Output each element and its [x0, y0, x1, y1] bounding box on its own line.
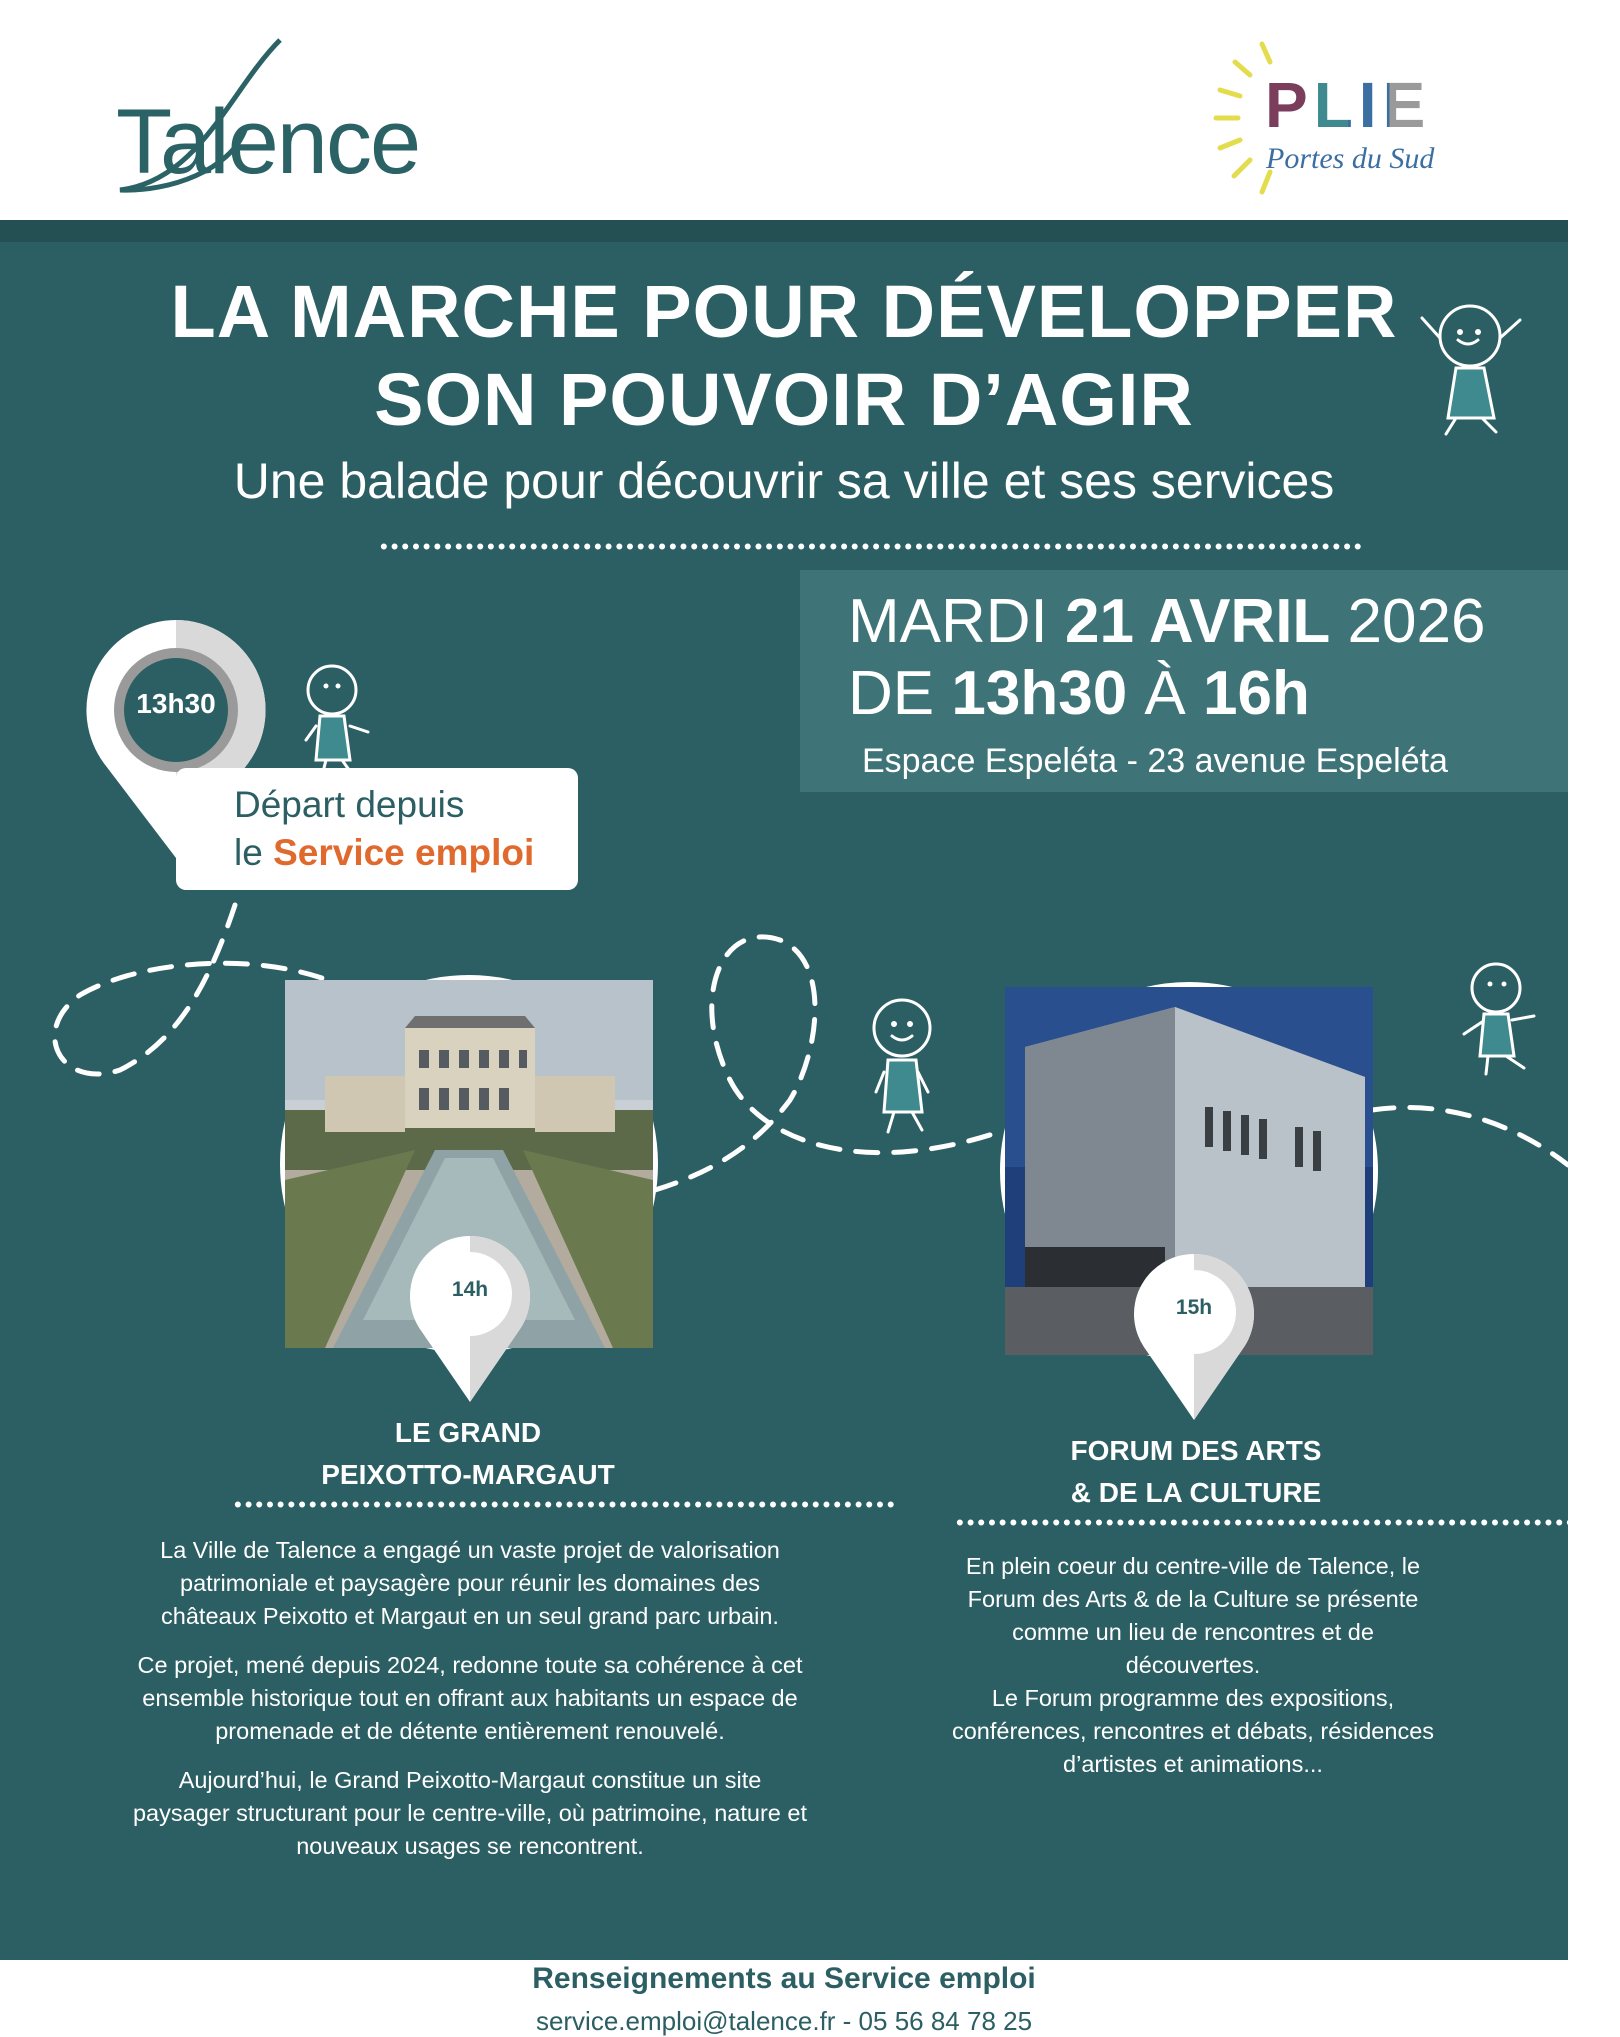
page-title-line2: SON POUVOIR D’AGIR: [374, 358, 1194, 441]
event-end-time: 16h: [1203, 659, 1310, 728]
event-year: 2026: [1347, 587, 1486, 656]
start-time: 13h30: [136, 688, 216, 719]
page-title-line1: LA MARCHE POUR DÉVELOPPER: [170, 270, 1398, 353]
stop2-description: [948, 1550, 1438, 1797]
event-to-word: À: [1144, 659, 1186, 728]
stop2-paragraph: Le Forum programme des expositions, conférences, rencontres et débats, résidences d’artistes et animations...: [951, 1685, 1435, 1777]
stop1-paragraph: Aujourd’hui, le Grand Peixotto-Margaut constitue un site paysager structurant pour le centre-ville, où patrimoine, nature et nouveaux usages se rencontrent.: [132, 1767, 808, 1859]
event-location: Espace Espeléta - 23 avenue Espeléta: [862, 742, 1448, 780]
stop1-location-pin-icon: [410, 1236, 530, 1406]
stop2-paragraph: En plein coeur du centre-ville de Talence, le Forum des Arts & de la Culture se présente comme un lieu de rencontres et de découvertes.: [965, 1553, 1421, 1678]
start-service-highlight: Service emploi: [273, 832, 535, 873]
talence-logo-text: Talence: [116, 91, 420, 193]
page-subtitle: Une balade pour découvrir sa ville et ses services: [233, 453, 1335, 509]
waving-figure-icon: [1412, 298, 1532, 438]
footer-contact[interactable]: service.emploi@talence.fr - 05 56 84 78 25: [535, 2006, 1033, 2036]
stop2-title: [944, 1430, 1448, 1514]
stop1-title-line1: LE GRAND: [394, 1417, 542, 1448]
running-figure-icon: [1456, 960, 1546, 1080]
stop1-title-line2: PEIXOTTO-MARGAUT: [321, 1459, 615, 1490]
stop2-location-pin-icon: [1134, 1254, 1254, 1424]
title-dotted-divider: ••••••••••••••••••••••••••••••••••••••••••••••••••••••••••••••••••••••••••••••••••••••••••••: [380, 534, 1365, 559]
stop2-title-line1: FORUM DES ARTS: [1070, 1435, 1322, 1466]
stop1-dotted-divider: ••••••••••••••••••••••••••••••••••••••••••••••••••••••••••••••: [234, 1492, 898, 1517]
event-date: 21 AVRIL: [1065, 587, 1331, 656]
stop1-description: [130, 1534, 810, 1879]
event-start-time: 13h30: [951, 659, 1128, 728]
stop2-title-line2: & DE LA CULTURE: [1070, 1477, 1322, 1508]
small-figure-icon: [296, 660, 386, 780]
stop1-paragraph: La Ville de Talence a engagé un vaste projet de valorisation patrimoniale et paysagère pour réunir les domaines des châteaux Peixotto et Margaut en un seul grand parc urbain.: [160, 1537, 780, 1629]
stop1-title: [216, 1412, 720, 1496]
stop2-time: 15h: [1175, 1296, 1213, 1319]
walking-figure-icon: [858, 996, 948, 1136]
event-day: MARDI: [848, 587, 1048, 656]
stop1-time: 14h: [451, 1278, 489, 1301]
start-line2: [234, 832, 534, 874]
start-line2-prefix: le: [234, 832, 263, 873]
stop1-paragraph: Ce projet, mené depuis 2024, redonne toute sa cohérence à cet ensemble historique tout en offrant aux habitants un espace de promenade et de détente entièrement renouvelé.: [137, 1652, 803, 1744]
start-line1: Départ depuis: [234, 784, 465, 825]
plie-logo-subtitle: Portes du Sud: [1266, 142, 1435, 175]
footer-title: Renseignements au Service emploi: [532, 1962, 1036, 1995]
stop2-dotted-divider: ••••••••••••••••••••••••••••••••••••••••••••••••••••••••••••••: [956, 1510, 1620, 1535]
plie-logo-main: PLIE: [1265, 69, 1432, 141]
event-from-word: DE: [848, 659, 935, 728]
